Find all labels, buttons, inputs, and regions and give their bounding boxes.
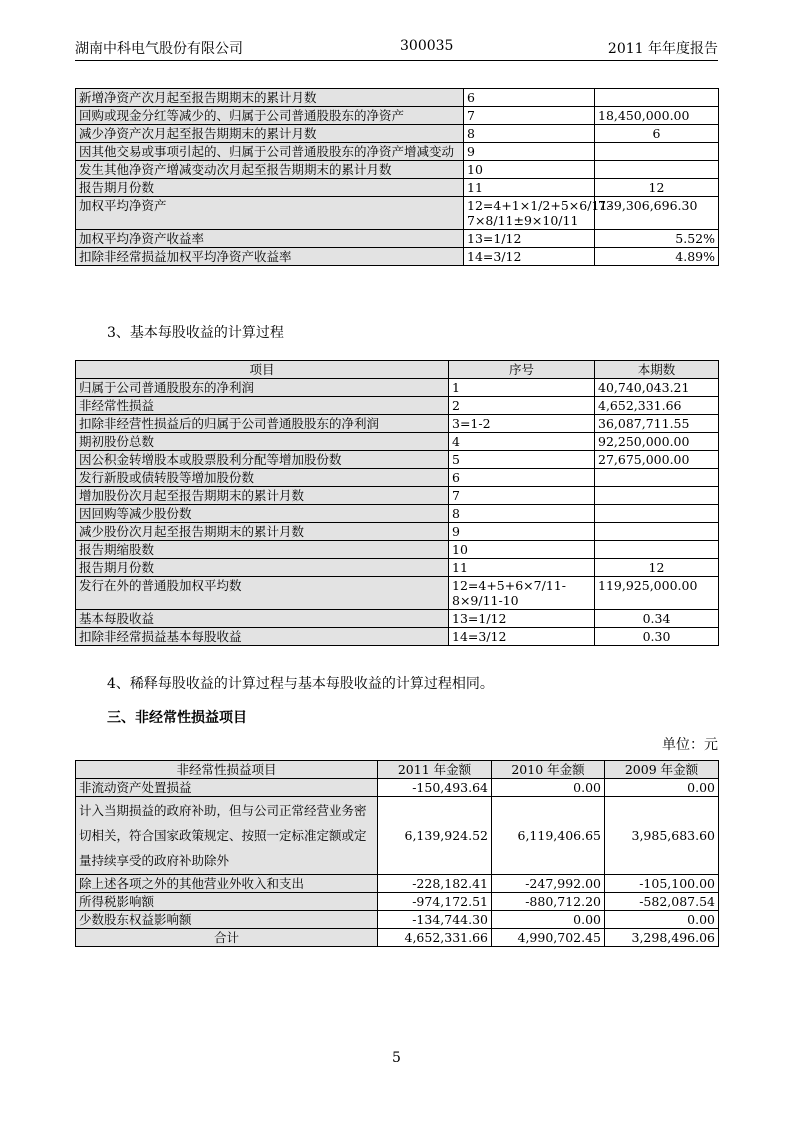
page-number: 5: [392, 1050, 401, 1066]
row-item: 增加股份次月起至报告期期末的累计月数: [76, 487, 449, 505]
row-seq: 6: [464, 89, 595, 107]
row-seq: 14=3/12: [449, 628, 595, 646]
row-seq: 9: [464, 143, 595, 161]
row-item: 报告期月份数: [76, 559, 449, 577]
table-row: [76, 161, 719, 179]
row-seq: 8: [464, 125, 595, 143]
heading-eps-process: 3、基本每股收益的计算过程: [107, 325, 284, 341]
roe-table: [75, 88, 719, 266]
row-2011: -150,493.64: [378, 779, 492, 797]
row-value: [595, 469, 719, 487]
row-2011: -228,182.41: [378, 875, 492, 893]
row-value: [595, 143, 719, 161]
row-2010: -247,992.00: [492, 875, 605, 893]
table-row: [76, 379, 719, 397]
header-2011: 2011 年金额: [378, 761, 492, 779]
row-seq: 10: [449, 541, 595, 559]
table-row: [76, 469, 719, 487]
table-row: [76, 451, 719, 469]
row-2011: -134,744.30: [378, 911, 492, 929]
table-row: [76, 125, 719, 143]
row-item: 扣除非经常损益基本每股收益: [76, 628, 449, 646]
table-row: [76, 523, 719, 541]
table-row: [76, 89, 719, 107]
report-title: 2011 年年度报告: [607, 41, 718, 57]
row-2011: -974,172.51: [378, 893, 492, 911]
table-row: [76, 893, 719, 911]
row-item: 减少股份次月起至报告期期末的累计月数: [76, 523, 449, 541]
row-2009: -582,087.54: [605, 893, 719, 911]
row-item: 所得税影响额: [76, 893, 378, 911]
row-item: 报告期缩股数: [76, 541, 449, 559]
row-value: 0.30: [595, 628, 719, 646]
row-2010: 6,119,406.65: [492, 797, 605, 875]
row-value: [595, 523, 719, 541]
table-row: [76, 779, 719, 797]
header-seq: 序号: [449, 361, 595, 379]
row-seq: 13=1/12: [449, 610, 595, 628]
row-value: 4,652,331.66: [595, 397, 719, 415]
row-item: 非经常性损益: [76, 397, 449, 415]
row-item: 因回购等减少股份数: [76, 505, 449, 523]
section-title: 三、非经常性损益项目: [107, 710, 247, 726]
diluted-eps-note: 4、稀释每股收益的计算过程与基本每股收益的计算过程相同。: [107, 676, 494, 692]
row-seq: 13=1/12: [464, 230, 595, 248]
row-item: 回购或现金分红等减少的、归属于公司普通股股东的净资产: [76, 107, 464, 125]
row-value: [595, 541, 719, 559]
table-row: [76, 911, 719, 929]
row-seq: 7: [464, 107, 595, 125]
row-value: [595, 505, 719, 523]
table-row: [76, 797, 719, 875]
header-item: 非经常性损益项目: [76, 761, 378, 779]
table-row: [76, 433, 719, 451]
row-value: 40,740,043.21: [595, 379, 719, 397]
row-item: 少数股东权益影响额: [76, 911, 378, 929]
table-row: [76, 577, 719, 610]
row-value: 27,675,000.00: [595, 451, 719, 469]
row-value: 119,925,000.00: [595, 577, 719, 610]
row-value: 36,087,711.55: [595, 415, 719, 433]
total-2011: 4,652,331.66: [378, 929, 492, 947]
table-row: [76, 230, 719, 248]
table-row: [76, 505, 719, 523]
table-row: [76, 197, 719, 230]
total-2010: 4,990,702.45: [492, 929, 605, 947]
row-item: 加权平均净资产收益率: [76, 230, 464, 248]
row-item: 新增净资产次月起至报告期期末的累计月数: [76, 89, 464, 107]
row-seq: 12=4+5+6×7/11-8×9/11-10: [449, 577, 595, 610]
table-row: [76, 107, 719, 125]
row-2009: -105,100.00: [605, 875, 719, 893]
row-value: 12: [595, 179, 719, 197]
row-seq: 6: [449, 469, 595, 487]
row-2009: 0.00: [605, 779, 719, 797]
total-label: 合计: [76, 929, 378, 947]
table-total-row: [76, 929, 719, 947]
row-value: 12: [595, 559, 719, 577]
row-value: [595, 89, 719, 107]
row-seq: 8: [449, 505, 595, 523]
row-item: 扣除非经常损益加权平均净资产收益率: [76, 248, 464, 266]
row-value: 5.52%: [595, 230, 719, 248]
table-header-row: [76, 761, 719, 779]
row-2009: 3,985,683.60: [605, 797, 719, 875]
row-seq: 7: [449, 487, 595, 505]
row-item: 除上述各项之外的其他营业外收入和支出: [76, 875, 378, 893]
row-seq: 3=1-2: [449, 415, 595, 433]
row-seq: 11: [464, 179, 595, 197]
row-seq: 2: [449, 397, 595, 415]
row-2010: -880,712.20: [492, 893, 605, 911]
row-2011: 6,139,924.52: [378, 797, 492, 875]
row-value: 739,306,696.30: [595, 197, 719, 230]
row-seq: 1: [449, 379, 595, 397]
table-row: [76, 179, 719, 197]
row-value: [595, 487, 719, 505]
row-value: 6: [595, 125, 719, 143]
table-row: [76, 610, 719, 628]
table-row: [76, 397, 719, 415]
row-seq: 10: [464, 161, 595, 179]
row-value: 0.34: [595, 610, 719, 628]
row-seq: 12=4+1×1/2+5×6/11-7×8/11±9×10/11: [464, 197, 595, 230]
row-item: 发生其他净资产增减变动次月起至报告期期末的累计月数: [76, 161, 464, 179]
row-item: 期初股份总数: [76, 433, 449, 451]
total-2009: 3,298,496.06: [605, 929, 719, 947]
stock-code: 300035: [400, 38, 454, 54]
row-value: 92,250,000.00: [595, 433, 719, 451]
table-row: [76, 487, 719, 505]
company-name: 湖南中科电气股份有限公司: [75, 41, 243, 57]
row-2010: 0.00: [492, 779, 605, 797]
table-row: [76, 143, 719, 161]
row-item: 扣除非经营性损益后的归属于公司普通股股东的净利润: [76, 415, 449, 433]
row-item: 计入当期损益的政府补助，但与公司正常经营业务密切相关，符合国家政策规定、按照一定标准定额或定量持续享受的政府补助除外: [76, 797, 378, 875]
non-recurring-table: [75, 760, 719, 947]
table-row: [76, 541, 719, 559]
row-value: 4.89%: [595, 248, 719, 266]
row-seq: 11: [449, 559, 595, 577]
row-item: 发行新股或债转股等增加股份数: [76, 469, 449, 487]
row-item: 基本每股收益: [76, 610, 449, 628]
row-item: 发行在外的普通股加权平均数: [76, 577, 449, 610]
header-2009: 2009 年金额: [605, 761, 719, 779]
row-value: 18,450,000.00: [595, 107, 719, 125]
row-2009: 0.00: [605, 911, 719, 929]
row-item: 加权平均净资产: [76, 197, 464, 230]
row-seq: 5: [449, 451, 595, 469]
table-row: [76, 559, 719, 577]
row-value: [595, 161, 719, 179]
row-item: 报告期月份数: [76, 179, 464, 197]
header-2010: 2010 年金额: [492, 761, 605, 779]
header-item: 项目: [76, 361, 449, 379]
table-row: [76, 415, 719, 433]
header-value: 本期数: [595, 361, 719, 379]
row-seq: 14=3/12: [464, 248, 595, 266]
row-item: 归属于公司普通股股东的净利润: [76, 379, 449, 397]
table-row: [76, 248, 719, 266]
row-seq: 4: [449, 433, 595, 451]
eps-table: [75, 360, 719, 646]
row-item: 减少净资产次月起至报告期期末的累计月数: [76, 125, 464, 143]
row-item: 非流动资产处置损益: [76, 779, 378, 797]
table-header-row: [76, 361, 719, 379]
unit-label: 单位：元: [662, 737, 718, 753]
row-seq: 9: [449, 523, 595, 541]
row-item: 因其他交易或事项引起的、归属于公司普通股股东的净资产增减变动: [76, 143, 464, 161]
row-item: 因公积金转增股本或股票股利分配等增加股份数: [76, 451, 449, 469]
table-row: [76, 628, 719, 646]
page-header: [75, 36, 718, 61]
row-2010: 0.00: [492, 911, 605, 929]
table-row: [76, 875, 719, 893]
